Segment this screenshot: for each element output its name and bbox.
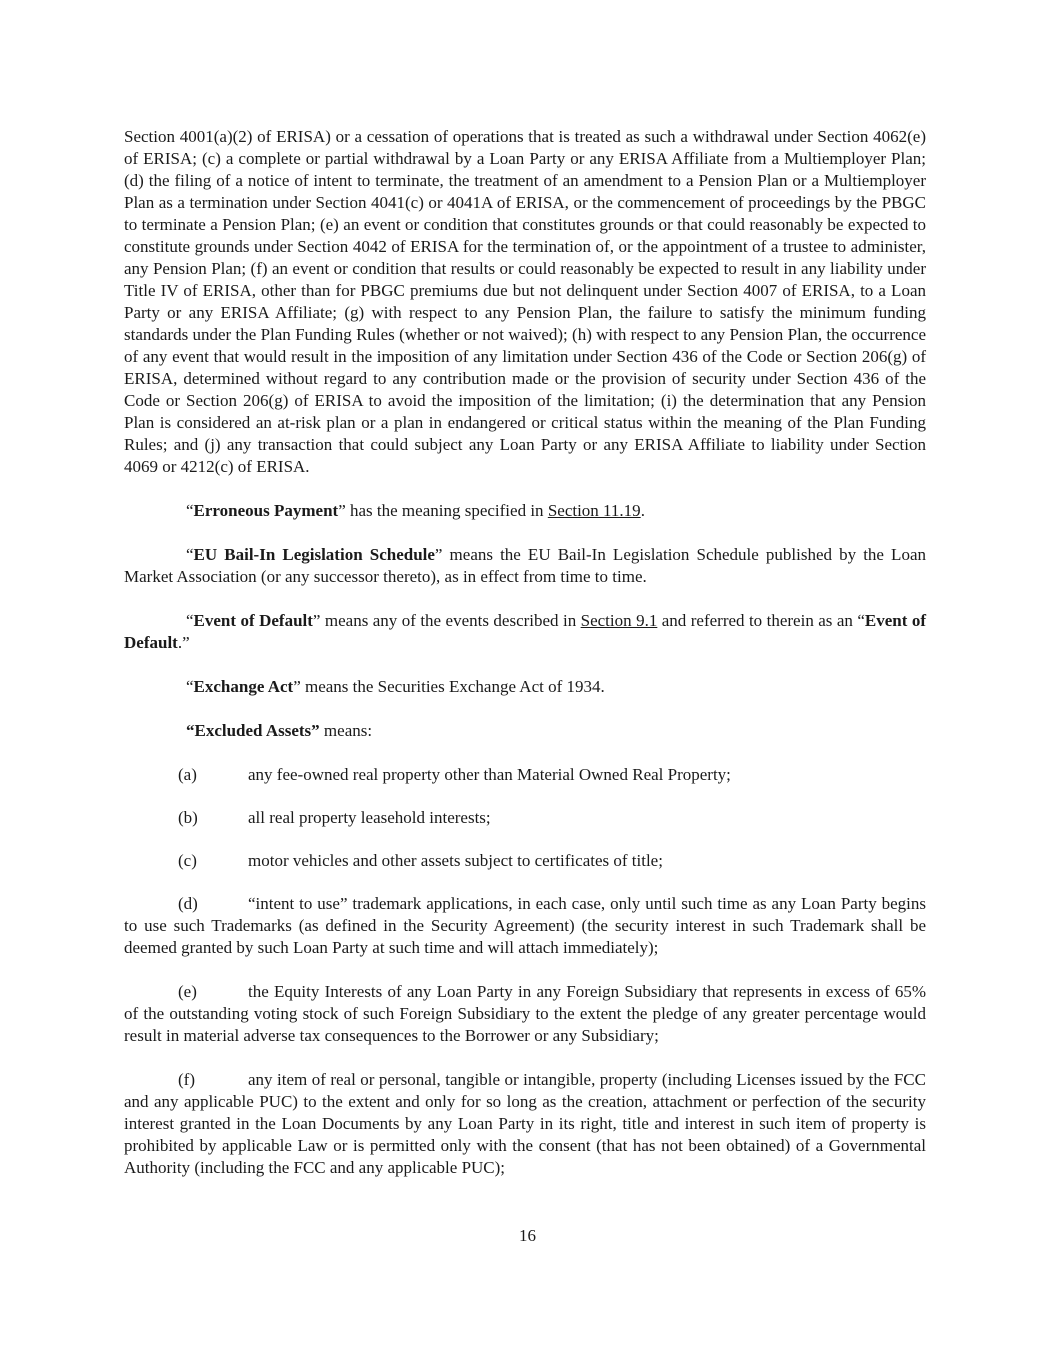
section-reference: Section 11.19 (547, 501, 641, 520)
list-item-number: (a) (178, 765, 197, 784)
open-quote: “ (186, 611, 194, 630)
section-reference: Section 9.1 (580, 611, 658, 630)
list-item (124, 764, 926, 786)
list-item-paragraph (124, 1069, 926, 1179)
opening-paragraph: Section 4001(a)(2) of ERISA) or a cessation of operations that is treated as such a withdrawal under Section 4062(e) of ERISA; (c) a complete or partial withdrawal by a Loan Party or any ERISA Affiliate from a Multiemployer Plan; (d) the filing of a notice of intent to terminate, the treatment of an amendment to a Pension Plan or a Multiemployer Plan as a termination under Section 4041(c) or 4041A of ERISA, or the commencement of proceedings by the PBGC to terminate a Pension Plan; (e) an event or condition that constitutes grounds or that could reasonably be expected to constitute grounds under Section 4042 of ERISA for the termination of, or the appointment of a trustee to administer, any Pension Plan; (f) an event or condition that results or could reasonably be expected to result in any liability under Title IV of ERISA, other than for PBGC premiums due but not delinquent under Section 4007 of ERISA, to a Loan Party or any ERISA Affiliate; (g) with respect to any Pension Plan, the failure to satisfy the minimum funding standards under the Plan Funding Rules (whether or not waived); (h) with respect to any Pension Plan, the occurrence of any event that would result in the imposition of any limitation under Section 436 of the Code or Section 206(g) of ERISA, determined without regard to any contribution made or the provision of security under Section 436 of the Code or Section 206(g) of ERISA to avoid the imposition of the limitation; (i) the determination that any Pension Plan is considered an at-risk plan or a plan in endangered or critical status within the meaning of the Plan Funding Rules; and (j) any transaction that could subject any Loan Party or any ERISA Affiliate to liability under Section 4069 or 4212(c) of ERISA. (124, 127, 926, 476)
definition-text: means any of the events described in (320, 611, 581, 630)
definition-eu-bail-in (124, 544, 926, 588)
open-quote: “ (186, 545, 194, 564)
list-item-number: (e) (178, 982, 197, 1001)
defined-term: Event of Default (124, 611, 926, 652)
close-quote: ” (312, 611, 321, 630)
defined-term: Erroneous Payment (193, 501, 339, 520)
defined-term: EU Bail-In Legislation Schedule (193, 545, 435, 564)
list-item-number: (d) (178, 894, 198, 913)
definition-text: and referred to therein as an (657, 611, 858, 630)
definition-text: means: (319, 721, 373, 740)
document-page (124, 126, 926, 1201)
list-item-number: (c) (178, 851, 197, 870)
definition-text: means the EU Bail-In Legislation Schedule published by the Loan Market Association (or any successor thereto), as in effect from time to time. (124, 545, 926, 586)
definition-event-of-default (124, 610, 926, 654)
list-item-number: (f) (178, 1070, 195, 1089)
list-item-paragraph (124, 981, 926, 1047)
definition-erroneous-payment (124, 500, 926, 522)
close-quote: ” (434, 545, 443, 564)
list-item-number: (b) (178, 808, 198, 827)
open-quote: “ (857, 611, 865, 630)
close-quote: ” (338, 501, 346, 520)
list-item-text: any fee-owned real property other than Material Owned Real Property; (248, 765, 731, 784)
close-quote: ” (293, 677, 301, 696)
defined-term: Event of Default (193, 611, 313, 630)
close-quote: .” (177, 633, 190, 652)
open-quote: “ (186, 677, 194, 696)
defined-term: “Excluded Assets” (186, 721, 320, 740)
definition-excluded-assets (124, 720, 926, 742)
list-item-text: “intent to use” trademark applications, in each case, only until such time as any Loan Party begins to use such Trademarks (as defined in the Security Agreement) (the security interest in such Trademark shall be deemed granted by such Loan Party at such time and will attach immediately); (124, 894, 926, 957)
definition-text: has the meaning specified in (345, 501, 548, 520)
list-item-text: all real property leasehold interests; (248, 808, 491, 827)
definition-exchange-act (124, 676, 926, 698)
list-item-paragraph (124, 893, 926, 959)
list-item (124, 850, 926, 872)
list-item-text: any item of real or personal, tangible or intangible, property (including Licenses issued by the FCC and any applicable PUC) to the extent and only for so long as the creation, attachment or perfection of the security interest granted in the Loan Documents by any Loan Party in its right, title and interest in such item of property is prohibited by applicable Law or is permitted only with the consent (that has not been obtained) of a Governmental Authority (including the FCC and any applicable PUC); (124, 1070, 926, 1177)
definition-text: . (640, 501, 645, 520)
list-item (124, 807, 926, 829)
page-number: 16 (519, 1226, 536, 1245)
defined-term: Exchange Act (193, 677, 294, 696)
open-quote: “ (186, 501, 194, 520)
list-item-text: the Equity Interests of any Loan Party in any Foreign Subsidiary that represents in excess of 65% of the outstanding voting stock of such Foreign Subsidiary to the extent the pledge of any greater percentage would result in material adverse tax consequences to the Borrower or any Subsidiary; (124, 982, 926, 1045)
list-item-text: motor vehicles and other assets subject to certificates of title; (248, 851, 663, 870)
definition-text: means the Securities Exchange Act of 1934. (300, 677, 605, 696)
